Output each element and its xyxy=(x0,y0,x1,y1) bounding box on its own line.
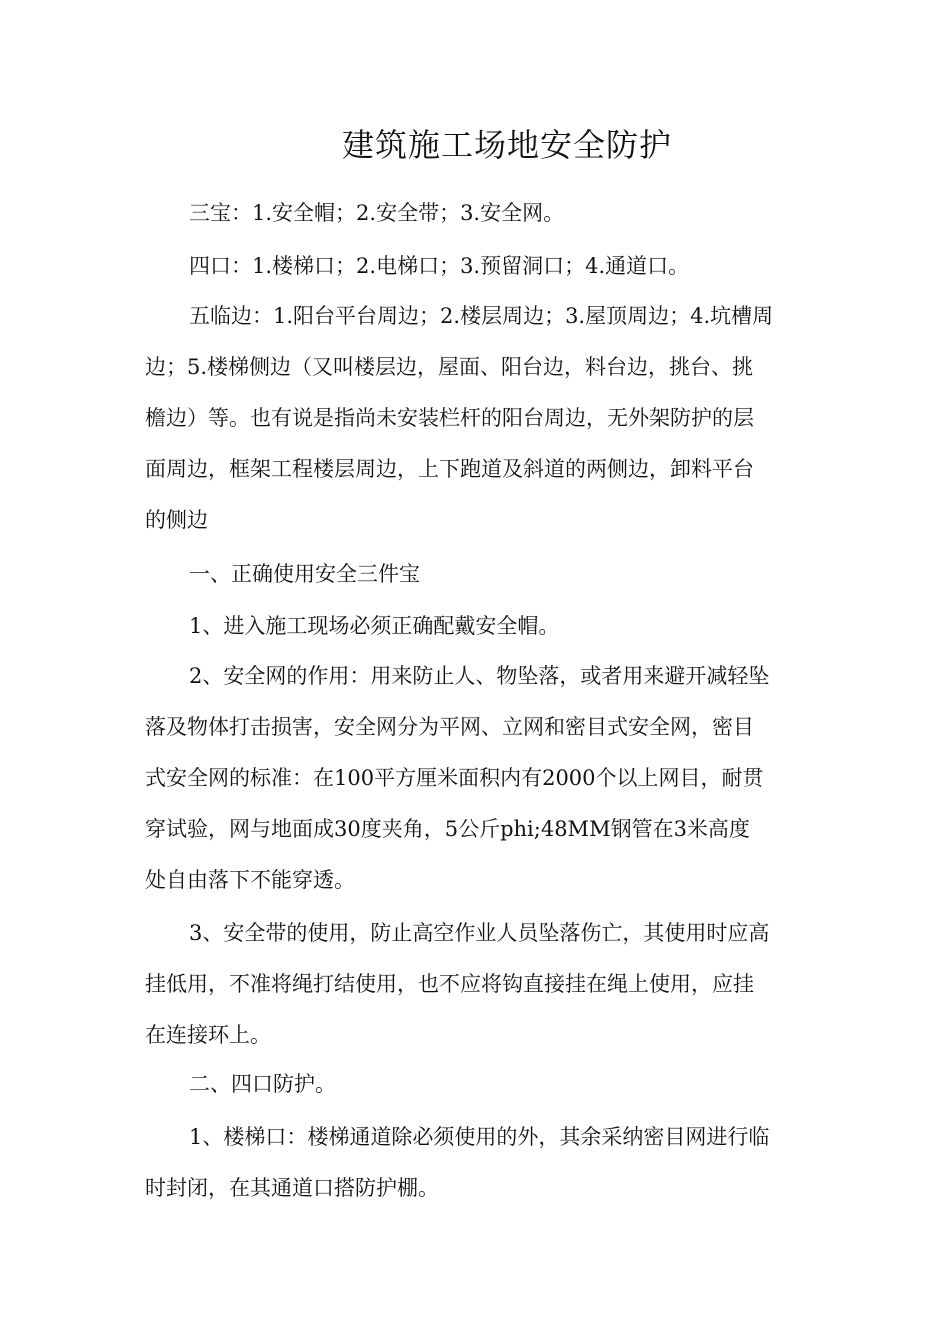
paragraph-line: 时封闭，在其通道口搭防护棚。 xyxy=(145,1176,439,1200)
paragraph-line: 边；5.楼梯侧边（又叫楼层边，屋面、阳台边，料台边，挑台、挑 xyxy=(145,355,754,379)
document-title: 建筑施工场地安全防护 xyxy=(341,126,672,164)
paragraph-four-openings xyxy=(145,241,807,292)
paragraph-line: 二、四口防护。 xyxy=(189,1072,336,1096)
paragraph-line: 1、楼梯口：楼梯通道除必须使用的外，其余采纳密目网进行临 xyxy=(189,1125,770,1149)
paragraph-line: 式安全网的标准：在100平方厘米面积内有2000个以上网目，耐贯 xyxy=(145,766,764,790)
paragraph-line: 的侧边 xyxy=(145,508,208,532)
section-heading-1 xyxy=(145,549,807,600)
paragraph-three-treasures xyxy=(145,188,807,239)
paragraph-line: 檐边）等。也有说是指尚未安装栏杆的阳台周边，无外架防护的层 xyxy=(145,406,754,430)
paragraph-line: 2、安全网的作用：用来防止人、物坠落，或者用来避开减轻坠 xyxy=(189,664,770,688)
paragraph-line: 挂低用，不准将绳打结使用，也不应将钩直接挂在绳上使用，应挂 xyxy=(145,972,754,996)
paragraph-line: 四口：1.楼梯口；2.电梯口；3.预留洞口；4.通道口。 xyxy=(189,254,690,278)
paragraph-line: 三宝：1.安全帽；2.安全带；3.安全网。 xyxy=(189,201,565,225)
paragraph-line: 落及物体打击损害，安全网分为平网、立网和密目式安全网，密目 xyxy=(145,715,754,739)
paragraph-line: 1、进入施工现场必须正确配戴安全帽。 xyxy=(189,614,560,638)
paragraph-item-stairway xyxy=(145,1112,807,1214)
paragraph-line: 在连接环上。 xyxy=(145,1023,271,1047)
paragraph-five-edges xyxy=(145,291,807,546)
paragraph-line: 一、正确使用安全三件宝 xyxy=(189,562,420,586)
paragraph-line: 处自由落下不能穿透。 xyxy=(145,868,355,892)
paragraph-item-helmet xyxy=(145,601,807,652)
paragraph-line: 3、安全带的使用，防止高空作业人员坠落伤亡，其使用时应高 xyxy=(189,921,770,945)
paragraph-item-safety-net xyxy=(145,651,807,906)
paragraph-line: 五临边：1.阳台平台周边；2.楼层周边；3.屋顶周边；4.坑槽周 xyxy=(189,304,774,328)
paragraph-line: 面周边，框架工程楼层周边，上下跑道及斜道的两侧边，卸料平台 xyxy=(145,457,754,481)
paragraph-line: 穿试验，网与地面成30度夹角，5公斤phi;48MM钢管在3米高度 xyxy=(145,817,750,841)
section-heading-2 xyxy=(145,1059,807,1110)
paragraph-item-safety-belt xyxy=(145,908,807,1061)
